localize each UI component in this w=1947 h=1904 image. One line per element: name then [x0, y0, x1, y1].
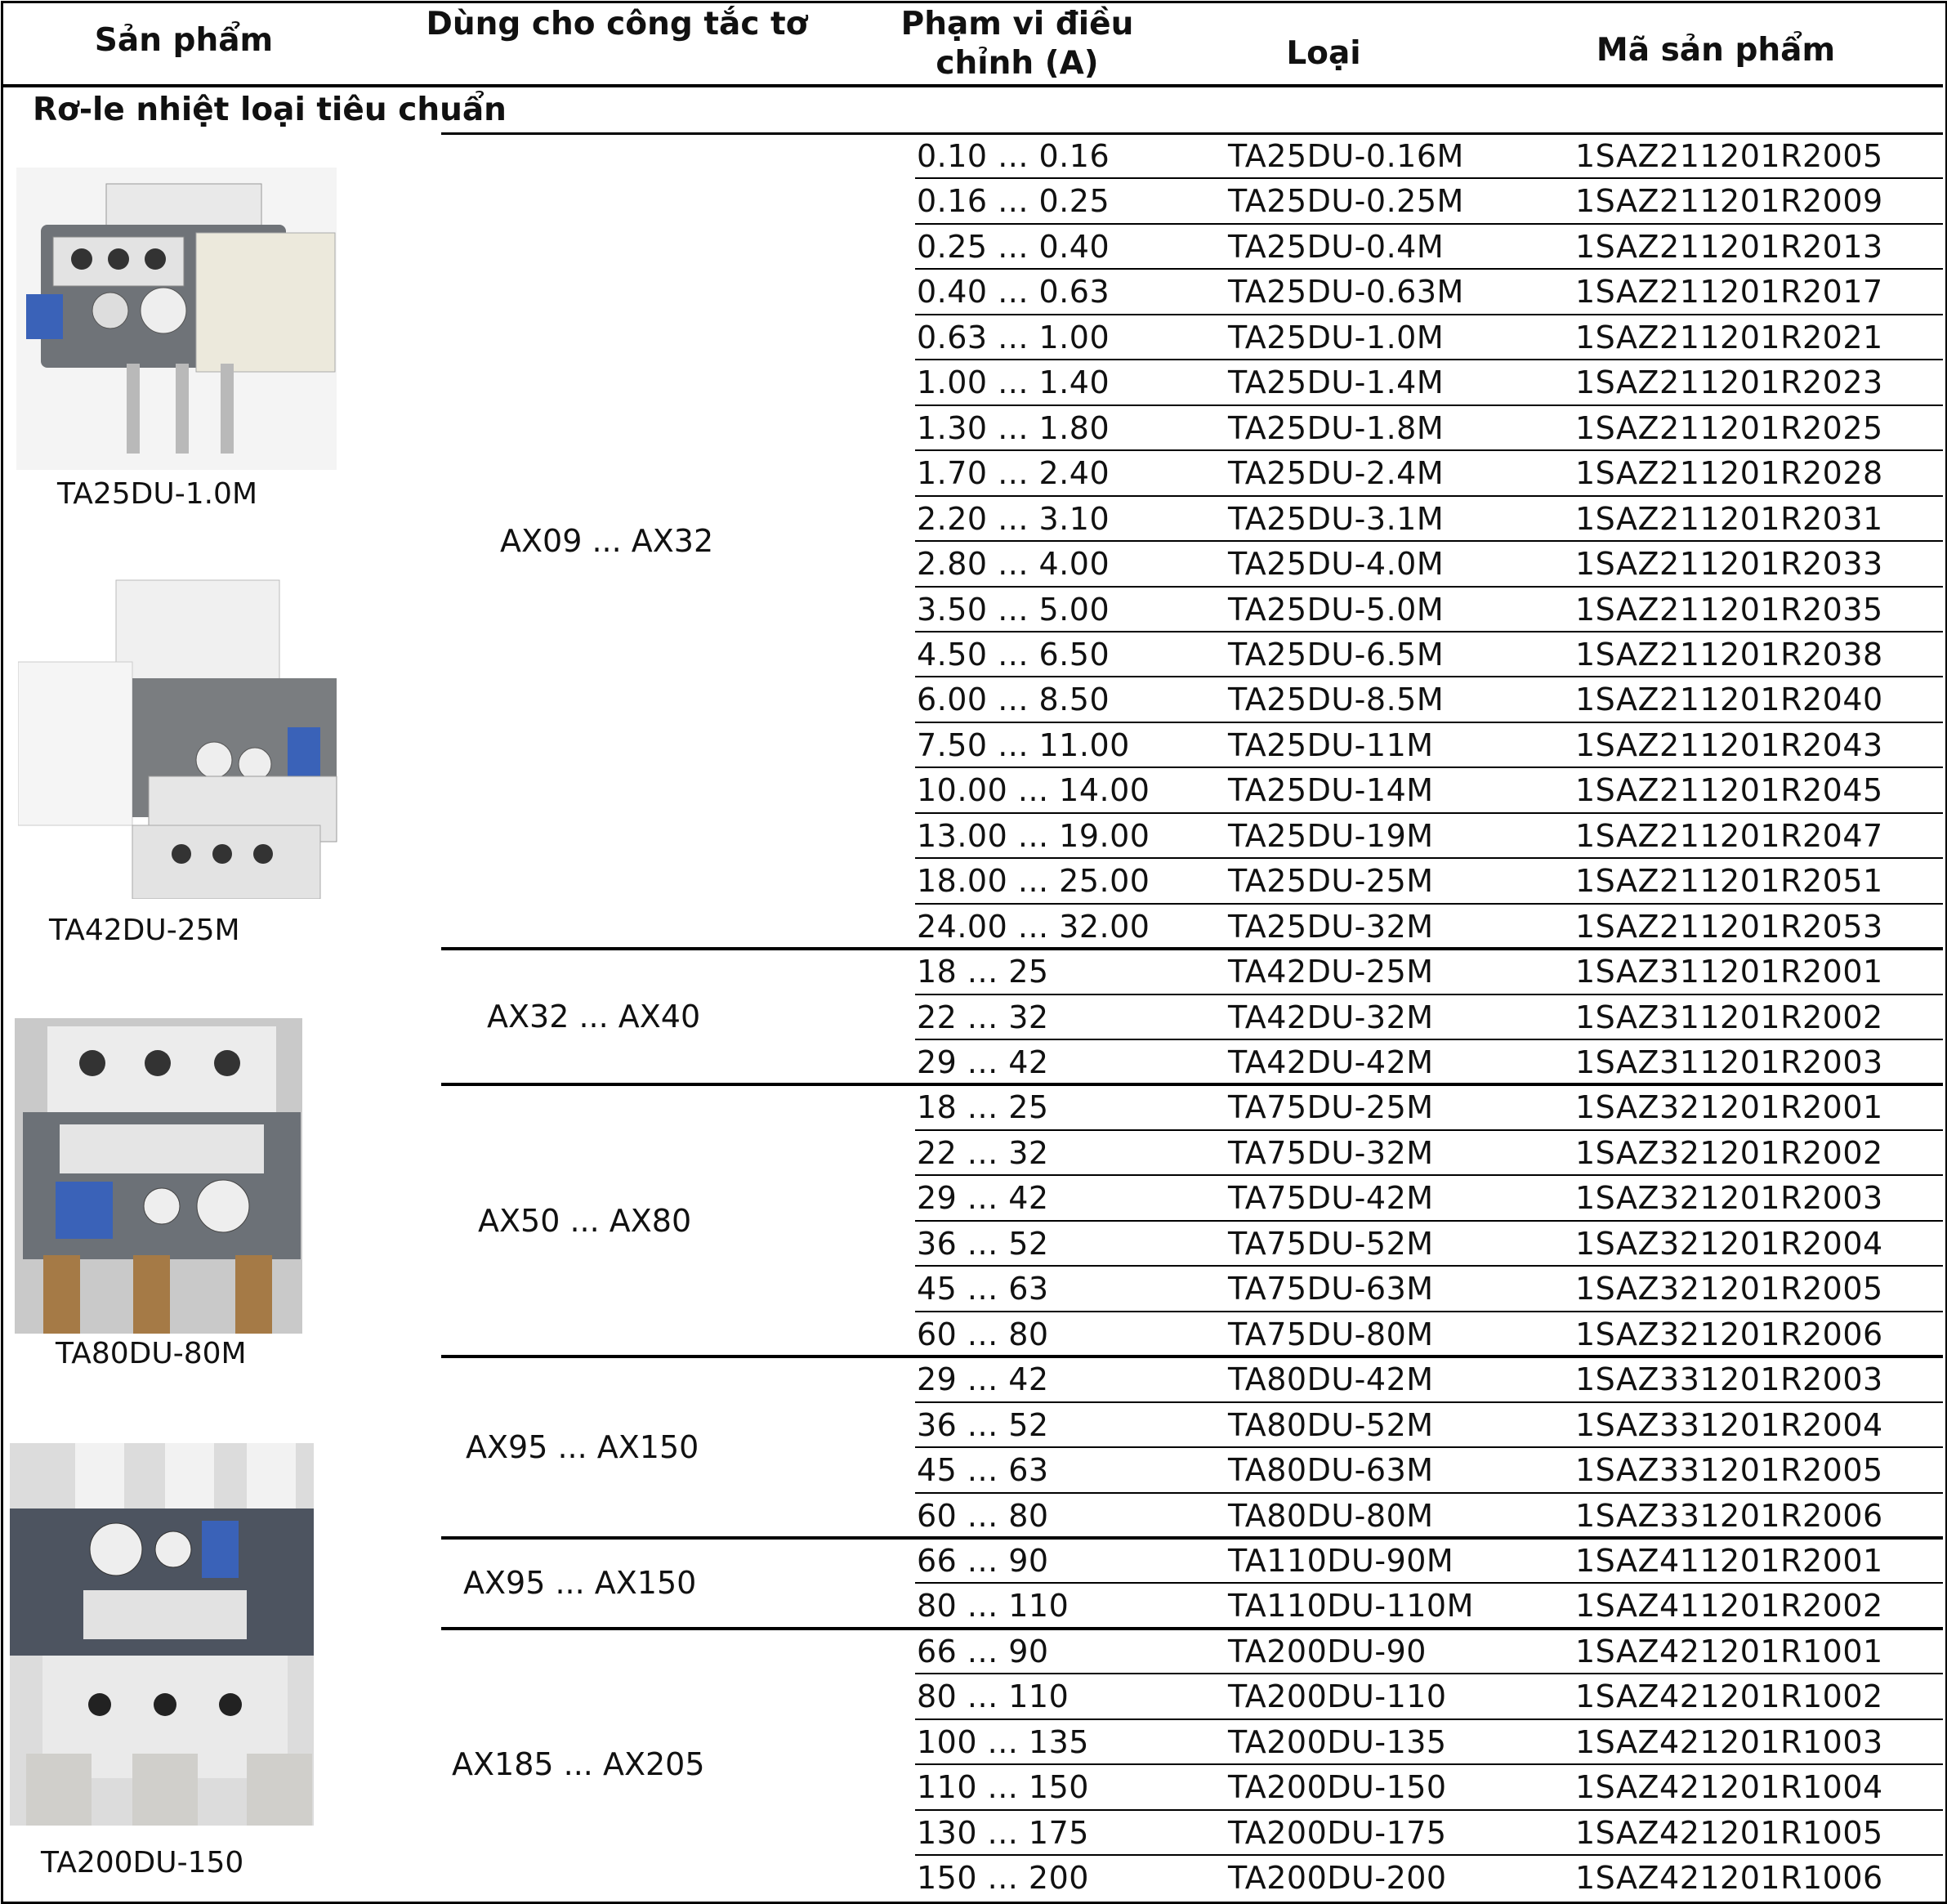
- product-label: TA25DU-1.0M: [57, 477, 258, 511]
- cell-range: 29 ... 42: [917, 1361, 1049, 1398]
- cell-range: 18 ... 25: [917, 954, 1049, 990]
- group-divider: [441, 1355, 1943, 1358]
- row-divider: [915, 1039, 1943, 1040]
- cell-range: 10.00 ... 14.00: [917, 772, 1150, 809]
- group-divider: [441, 1083, 1943, 1086]
- cell-range: 130 ... 175: [917, 1814, 1089, 1851]
- cell-code: 1SAZ211201R2025: [1575, 409, 1883, 446]
- contactor-range: AX09 ... AX32: [500, 523, 714, 560]
- group-divider: [441, 1627, 1943, 1630]
- cell-type: TA200DU-110: [1228, 1678, 1447, 1715]
- contactor-range: AX32 ... AX40: [487, 999, 701, 1035]
- cell-type: TA25DU-5.0M: [1228, 591, 1445, 628]
- cell-range: 4.50 ... 6.50: [917, 636, 1110, 673]
- row-divider: [915, 1809, 1943, 1811]
- thermal-relay-xlarge-photo: [10, 1443, 314, 1826]
- cell-code: 1SAZ321201R2002: [1575, 1134, 1883, 1171]
- section-title: Rơ-le nhiệt loại tiêu chuẩn: [33, 92, 507, 128]
- cell-range: 45 ... 63: [917, 1452, 1049, 1489]
- cell-code: 1SAZ311201R2003: [1575, 1044, 1883, 1080]
- header-range: Phạm vi điều chỉnh (A): [900, 6, 1134, 82]
- cell-type: TA42DU-42M: [1228, 1044, 1434, 1080]
- cell-code: 1SAZ211201R2043: [1575, 726, 1883, 763]
- cell-code: 1SAZ211201R2013: [1575, 228, 1883, 265]
- row-divider: [915, 767, 1943, 768]
- row-divider: [915, 1854, 1943, 1856]
- cell-type: TA42DU-32M: [1228, 999, 1434, 1035]
- cell-range: 1.00 ... 1.40: [917, 364, 1110, 401]
- contactor-range: AX185 ... AX205: [452, 1746, 705, 1783]
- thermal-relay-small-photo: [16, 168, 337, 470]
- cell-range: 6.00 ... 8.50: [917, 682, 1110, 718]
- cell-type: TA80DU-52M: [1228, 1406, 1434, 1443]
- cell-range: 7.50 ... 11.00: [917, 726, 1130, 763]
- cell-type: TA25DU-8.5M: [1228, 682, 1445, 718]
- cell-code: 1SAZ411201R2001: [1575, 1542, 1883, 1579]
- cell-code: 1SAZ321201R2006: [1575, 1316, 1883, 1352]
- cell-code: 1SAZ211201R2053: [1575, 908, 1883, 945]
- header-contactor: Dùng cho công tắc tơ: [426, 6, 808, 42]
- cell-type: TA42DU-25M: [1228, 954, 1434, 990]
- row-divider: [915, 268, 1943, 270]
- group-divider: [441, 947, 1943, 950]
- cell-code: 1SAZ211201R2009: [1575, 183, 1883, 220]
- cell-range: 0.10 ... 0.16: [917, 138, 1110, 174]
- cell-range: 2.20 ... 3.10: [917, 500, 1110, 537]
- contactor-range: AX95 ... AX150: [463, 1565, 697, 1602]
- cell-code: 1SAZ421201R1001: [1575, 1633, 1883, 1669]
- cell-type: TA75DU-32M: [1228, 1134, 1434, 1171]
- cell-type: TA25DU-2.4M: [1228, 455, 1445, 492]
- cell-type: TA25DU-4.0M: [1228, 546, 1445, 583]
- cell-type: TA25DU-1.4M: [1228, 364, 1445, 401]
- cell-type: TA25DU-0.63M: [1228, 274, 1464, 311]
- cell-range: 3.50 ... 5.00: [917, 591, 1110, 628]
- cell-code: 1SAZ211201R2045: [1575, 772, 1883, 809]
- cell-type: TA200DU-200: [1228, 1860, 1447, 1897]
- contactor-range: AX95 ... AX150: [466, 1429, 699, 1466]
- header-code: Mã sản phẩm: [1596, 32, 1836, 69]
- row-divider: [915, 676, 1943, 677]
- cell-range: 36 ... 52: [917, 1225, 1049, 1262]
- cell-range: 1.30 ... 1.80: [917, 409, 1110, 446]
- cell-range: 100 ... 135: [917, 1723, 1089, 1760]
- cell-range: 22 ... 32: [917, 999, 1049, 1035]
- cell-range: 60 ... 80: [917, 1316, 1049, 1352]
- cell-range: 0.63 ... 1.00: [917, 319, 1110, 355]
- cell-code: 1SAZ211201R2038: [1575, 636, 1883, 673]
- row-divider: [915, 359, 1943, 360]
- cell-code: 1SAZ421201R1006: [1575, 1860, 1883, 1897]
- cell-type: TA25DU-0.4M: [1228, 228, 1445, 265]
- row-divider: [915, 1220, 1943, 1222]
- product-label: TA42DU-25M: [49, 914, 240, 947]
- cell-range: 2.80 ... 4.00: [917, 546, 1110, 583]
- cell-type: TA75DU-25M: [1228, 1089, 1434, 1126]
- cell-type: TA75DU-80M: [1228, 1316, 1434, 1352]
- cell-type: TA25DU-32M: [1228, 908, 1434, 945]
- cell-type: TA200DU-175: [1228, 1814, 1447, 1851]
- cell-type: TA25DU-11M: [1228, 726, 1434, 763]
- row-divider: [915, 1492, 1943, 1494]
- thermal-relay-large-photo: [15, 1018, 302, 1334]
- cell-range: 24.00 ... 32.00: [917, 908, 1150, 945]
- row-divider: [915, 631, 1943, 632]
- cell-code: 1SAZ321201R2001: [1575, 1089, 1883, 1126]
- cell-range: 0.25 ... 0.40: [917, 228, 1110, 265]
- cell-code: 1SAZ211201R2031: [1575, 500, 1883, 537]
- cell-range: 66 ... 90: [917, 1633, 1049, 1669]
- cell-range: 0.16 ... 0.25: [917, 183, 1110, 220]
- row-divider: [915, 586, 1943, 588]
- product-label: TA200DU-150: [41, 1846, 244, 1879]
- row-divider: [915, 1719, 1943, 1720]
- row-divider: [915, 1763, 1943, 1765]
- cell-range: 66 ... 90: [917, 1542, 1049, 1579]
- cell-type: TA80DU-42M: [1228, 1361, 1434, 1398]
- cell-code: 1SAZ211201R2035: [1575, 591, 1883, 628]
- row-divider: [915, 1582, 1943, 1584]
- row-divider: [915, 903, 1943, 905]
- row-divider: [915, 1311, 1943, 1312]
- cell-code: 1SAZ211201R2047: [1575, 817, 1883, 854]
- cell-range: 80 ... 110: [917, 1588, 1070, 1625]
- cell-range: 0.40 ... 0.63: [917, 274, 1110, 311]
- row-divider: [915, 314, 1943, 315]
- row-divider: [915, 857, 1943, 859]
- row-divider: [915, 449, 1943, 451]
- header-divider: [2, 84, 1943, 87]
- cell-code: 1SAZ421201R1003: [1575, 1723, 1883, 1760]
- cell-type: TA80DU-80M: [1228, 1497, 1434, 1534]
- cell-range: 1.70 ... 2.40: [917, 455, 1110, 492]
- cell-code: 1SAZ321201R2003: [1575, 1180, 1883, 1217]
- cell-type: TA80DU-63M: [1228, 1452, 1434, 1489]
- row-divider: [915, 495, 1943, 497]
- cell-type: TA25DU-1.8M: [1228, 409, 1445, 446]
- row-divider: [915, 177, 1943, 179]
- cell-type: TA25DU-1.0M: [1228, 319, 1445, 355]
- cell-range: 150 ... 200: [917, 1860, 1089, 1897]
- cell-code: 1SAZ211201R2033: [1575, 546, 1883, 583]
- cell-code: 1SAZ421201R1002: [1575, 1678, 1883, 1715]
- cell-range: 18 ... 25: [917, 1089, 1049, 1126]
- cell-code: 1SAZ321201R2004: [1575, 1225, 1883, 1262]
- cell-code: 1SAZ331201R2003: [1575, 1361, 1883, 1398]
- cell-code: 1SAZ211201R2028: [1575, 455, 1883, 492]
- header-product: Sản phẩm: [94, 22, 274, 59]
- cell-type: TA25DU-14M: [1228, 772, 1434, 809]
- group-divider: [441, 1536, 1943, 1540]
- row-divider: [915, 1401, 1943, 1403]
- row-divider: [915, 812, 1943, 814]
- cell-type: TA25DU-0.16M: [1228, 138, 1464, 174]
- row-divider: [915, 1446, 1943, 1448]
- row-divider: [915, 722, 1943, 723]
- cell-code: 1SAZ211201R2040: [1575, 682, 1883, 718]
- cell-range: 29 ... 42: [917, 1044, 1049, 1080]
- cell-type: TA25DU-25M: [1228, 863, 1434, 900]
- cell-type: TA110DU-110M: [1228, 1588, 1474, 1625]
- cell-type: TA75DU-63M: [1228, 1271, 1434, 1307]
- cell-code: 1SAZ331201R2005: [1575, 1452, 1883, 1489]
- cell-type: TA110DU-90M: [1228, 1542, 1454, 1579]
- cell-type: TA200DU-90: [1228, 1633, 1427, 1669]
- thermal-relay-medium-photo: [18, 572, 341, 899]
- cell-code: 1SAZ211201R2021: [1575, 319, 1883, 355]
- cell-range: 13.00 ... 19.00: [917, 817, 1150, 854]
- row-divider: [915, 1673, 1943, 1674]
- row-divider: [915, 404, 1943, 406]
- cell-code: 1SAZ211201R2005: [1575, 138, 1883, 174]
- cell-code: 1SAZ211201R2023: [1575, 364, 1883, 401]
- product-label: TA80DU-80M: [56, 1337, 247, 1370]
- cell-type: TA75DU-42M: [1228, 1180, 1434, 1217]
- row-divider: [915, 223, 1943, 225]
- cell-type: TA25DU-19M: [1228, 817, 1434, 854]
- cell-code: 1SAZ321201R2005: [1575, 1271, 1883, 1307]
- cell-code: 1SAZ311201R2001: [1575, 954, 1883, 990]
- cell-type: TA25DU-3.1M: [1228, 500, 1445, 537]
- group-divider: [441, 132, 1943, 135]
- cell-code: 1SAZ421201R1004: [1575, 1769, 1883, 1806]
- cell-code: 1SAZ311201R2002: [1575, 999, 1883, 1035]
- cell-type: TA25DU-0.25M: [1228, 183, 1464, 220]
- cell-range: 29 ... 42: [917, 1180, 1049, 1217]
- cell-range: 18.00 ... 25.00: [917, 863, 1150, 900]
- cell-range: 45 ... 63: [917, 1271, 1049, 1307]
- row-divider: [915, 540, 1943, 542]
- cell-range: 110 ... 150: [917, 1769, 1089, 1806]
- cell-range: 36 ... 52: [917, 1406, 1049, 1443]
- cell-type: TA75DU-52M: [1228, 1225, 1434, 1262]
- cell-code: 1SAZ211201R2051: [1575, 863, 1883, 900]
- row-divider: [915, 1174, 1943, 1176]
- cell-code: 1SAZ331201R2006: [1575, 1497, 1883, 1534]
- contactor-range: AX50 ... AX80: [478, 1202, 692, 1239]
- cell-code: 1SAZ421201R1005: [1575, 1814, 1883, 1851]
- row-divider: [915, 1129, 1943, 1131]
- row-divider: [915, 994, 1943, 995]
- row-divider: [915, 1265, 1943, 1267]
- header-type: Loại: [1286, 35, 1361, 72]
- cell-range: 60 ... 80: [917, 1497, 1049, 1534]
- cell-range: 22 ... 32: [917, 1134, 1049, 1171]
- cell-range: 80 ... 110: [917, 1678, 1070, 1715]
- cell-code: 1SAZ331201R2004: [1575, 1406, 1883, 1443]
- cell-code: 1SAZ411201R2002: [1575, 1588, 1883, 1625]
- cell-type: TA200DU-135: [1228, 1723, 1447, 1760]
- cell-type: TA200DU-150: [1228, 1769, 1447, 1806]
- cell-code: 1SAZ211201R2017: [1575, 274, 1883, 311]
- cell-type: TA25DU-6.5M: [1228, 636, 1445, 673]
